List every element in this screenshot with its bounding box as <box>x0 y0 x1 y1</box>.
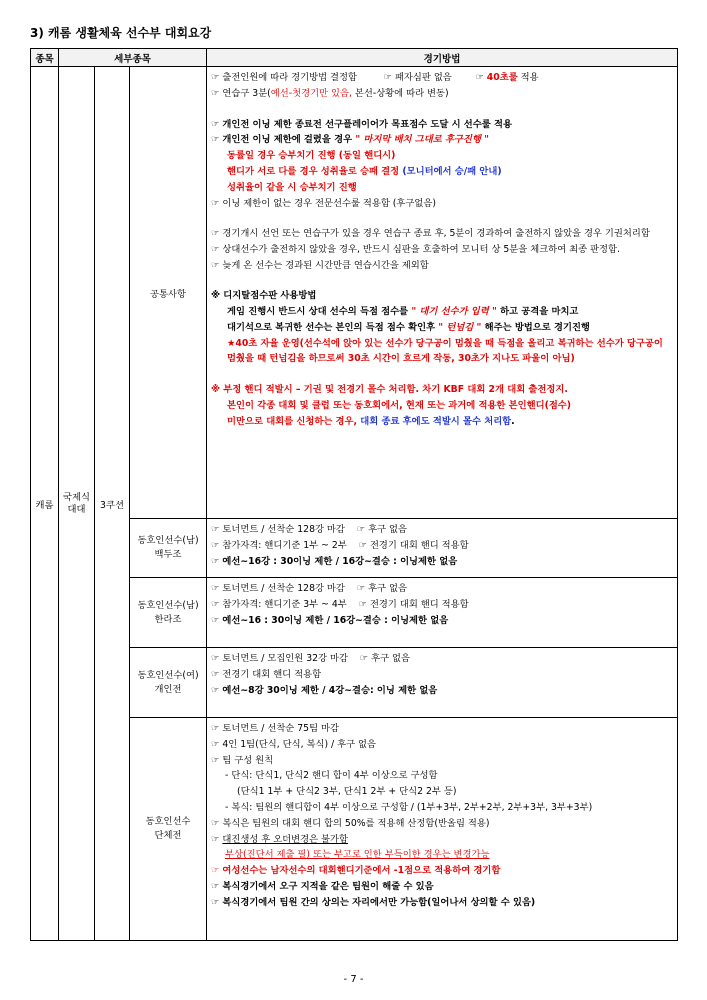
type-cell: 국제식 대대 <box>59 67 95 941</box>
women-method: ☞ 토너먼트 / 모집인원 32강 마감 ☞ 후구 없음 ☞ 전경기 대회 핸디 적용함 ☞ 예선~8강 30이닝 제한 / 4강~결승: 이닝 제한 없음 <box>207 648 678 718</box>
competition-table <box>30 48 678 941</box>
header-method: 경기방법 <box>207 49 678 67</box>
section-title: 3) 캐롬 생활체육 선수부 대회요강 <box>30 26 212 40</box>
header-sport: 종목 <box>31 49 59 67</box>
baekdu-method: ☞ 토너먼트 / 선착순 128강 마감 ☞ 후구 없음 ☞ 참가자격: 핸디기준 1부 ~ 2부 ☞ 전경기 대회 핸디 적용함 ☞ 예선~16강 : 30이닝 제한 / 16강~결승 : 이닝제한 없음 <box>207 519 678 578</box>
women-label: 동호인선수(여) 개인전 <box>130 648 207 718</box>
header-subsport: 세부종목 <box>59 49 207 67</box>
halla-method: ☞ 토너먼트 / 선착순 128강 마감 ☞ 후구 없음 ☞ 참가자격: 핸디기준 3부 ~ 4부 ☞ 전경기 대회 핸디 적용함 ☞ 예선~16 : 30이닝 제한 / 16강~결승 : 이닝제한 없음 <box>207 578 678 648</box>
baekdu-label: 동호인선수(남) 백두조 <box>130 519 207 578</box>
team-method: ☞ 토너먼트 / 선착순 75팀 마감 ☞ 4인 1팀(단식, 단식, 복식) / 후구 없음 ☞ 팀 구성 원칙 - 단식: 단식1, 단식2 핸디 합이 4부 이상으로 구성함 (단식1 1부 + 단식2 3부, 단식1 2부 + 단식2 2부 등) - 복식: 팀원의 핸디합이 4부 이상으로 구성함 / (1부+3부, 2부+2부, 2부+3부, 3부+3부) ☞ 복식은 팀원의 대회 핸디 합의 50%를 적용해 산정함(반올림 적용) ☞ 대진생성 후 오더변경은 불가함 부상(진단서 제출 필) 또는 부고로 인한 부득이한 경우는 변경가능 ☞ 여성선수는 남자선수의 대회핸디기준에서 -1점으로 적용하여 경기함 ☞ 복식경기에서 오구 지적을 같은 팀원이 해줄 수 있음 ☞ 복식경기에서 팀원 간의 상의는 자리에서만 가능함(일어나서 상의할 수 있음) <box>207 718 678 941</box>
cushion-cell: 3쿠션 <box>95 67 130 941</box>
team-label: 동호인선수 단체전 <box>130 718 207 941</box>
common-method: ☞ 출전인원에 따라 경기방법 결정함 ☞ 패자심판 없음 ☞ 40초룰 적용 ☞ 연습구 3분(예선-첫경기만 있음, 본선-상황에 따라 변동) ☞ 개인전 이닝 제한 종료전 선구플레이어가 목표점수 도달 시 선수룰 적용 ☞ 개인전 이닝 제한에 걸렸을 경우 " 마지막 배치 그대로 후구진행 " 동률일 경우 승부치기 진행 (동일 핸디시) 핸디가 서로 다를 경우 성취율로 승패 결정 (모니터에서 승/패 안내) 성취율이 같을 시 승부치기 진행 ☞ 이닝 제한이 없는 경우 전문선수룰 적용함 (후구없음) ☞ 경기개시 선언 또는 연습구가 있을 경우 연습구 종료 후, 5분이 경과하여 출전하지 않았을 경우 기권처리함 ☞ 상대선수가 출전하지 않았을 경우, 반드시 심판을 호출하여 모니터 상 5분을 체크하여 최종 판정함. ☞ 늦게 온 선수는 경과된 시간만큼 연습시간을 제외함 ※ 디지탈점수판 사용방법 게임 진행시 반드시 상대 선수의 득점 점수를 " 대기 선수가 입력 " 하고 공격을 마치고 대기석으로 복귀한 선수는 본인의 득점 점수 확인후 " 턴넘김 " 해주는 방법으로 경기진행 ★40초 자율 운영(선수석에 앉아 있는 선수가 당구공이 멈췄을 때 득점을 올리고 복귀하는 선수가 당구공이 멈췄을 때 턴넘김을 하므로써 30초 시간이 흐르게 작동, 30초가 지나도 파울이 아님) ※ 부정 핸디 적발시 – 기권 및 전경기 몰수 처리함. 차기 KBF 대회 2개 대회 출전정지. 본인이 각종 대회 및 클럽 또는 동호회에서, 현재 또는 과거에 적용한 본인핸디(점수) 미만으로 대회를 신청하는 경우, 대회 종료 후에도 적발시 몰수 처리함. <box>207 67 678 519</box>
header-row <box>31 49 678 67</box>
halla-label: 동호인선수(남) 한라조 <box>130 578 207 648</box>
common-label: 공통사항 <box>130 67 207 519</box>
row-common <box>31 67 678 519</box>
page-number: - 7 - <box>343 974 364 985</box>
sport-cell: 캐롬 <box>31 67 59 941</box>
